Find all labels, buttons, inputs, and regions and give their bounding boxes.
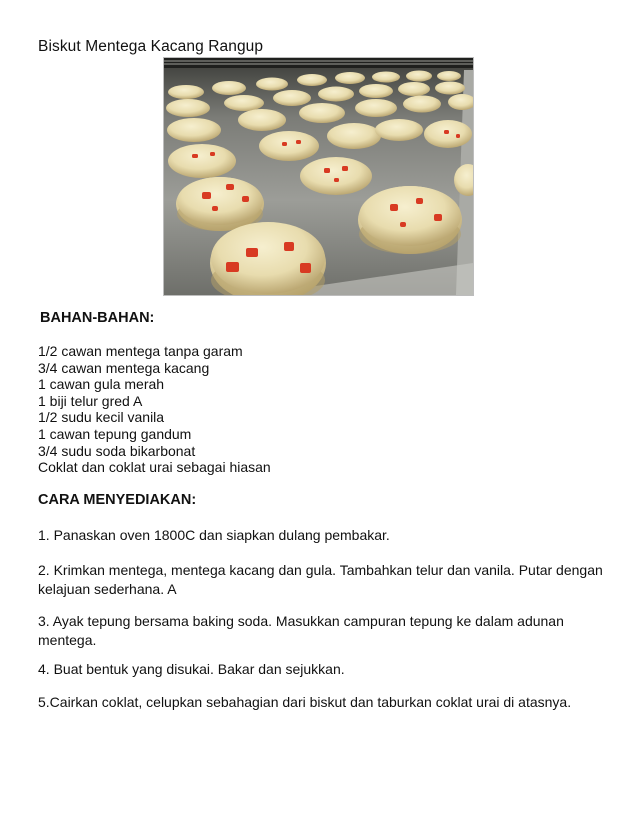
- ingredient-item: 1 cawan tepung gandum: [38, 425, 192, 442]
- ingredients-list: [38, 343, 271, 476]
- method-step-3: 3. Ayak tepung bersama baking soda. Masukkan campuran tepung ke dalam adunan mentega.: [38, 613, 564, 648]
- cookies-on-tray-image: [164, 58, 473, 295]
- method-step-1: 1. Panaskan oven 1800C dan siapkan dulang pembakar.: [38, 527, 390, 543]
- ingredient-item: Coklat dan coklat urai sebagai hiasan: [38, 459, 271, 476]
- ingredient-item: 3/4 cawan mentega kacang: [38, 359, 210, 376]
- cookies-photo: [163, 57, 474, 296]
- ingredient-item: 1/2 cawan mentega tanpa garam: [38, 343, 243, 359]
- recipe-title: Biskut Mentega Kacang Rangup: [38, 38, 264, 55]
- ingredient-item: 3/4 sudu soda bikarbonat: [38, 442, 196, 459]
- method-heading: CARA MENYEDIAKAN:: [38, 492, 197, 508]
- ingredient-item: 1 cawan gula merah: [38, 376, 165, 393]
- method-step-4: 4. Buat bentuk yang disukai. Bakar dan sejukkan.: [38, 661, 345, 677]
- ingredient-item: 1 biji telur gred A: [38, 392, 143, 409]
- ingredients-heading: BAHAN-BAHAN:: [40, 310, 155, 326]
- method-step-2: 2. Krimkan mentega, mentega kacang dan gula. Tambahkan telur dan vanila. Putar dengan kelajuan sederhana. A: [38, 562, 603, 597]
- method-step-5: 5.Cairkan coklat, celupkan sebahagian dari biskut dan taburkan coklat urai di atasnya.: [38, 694, 572, 710]
- ingredient-item: 1/2 sudu kecil vanila: [38, 409, 165, 426]
